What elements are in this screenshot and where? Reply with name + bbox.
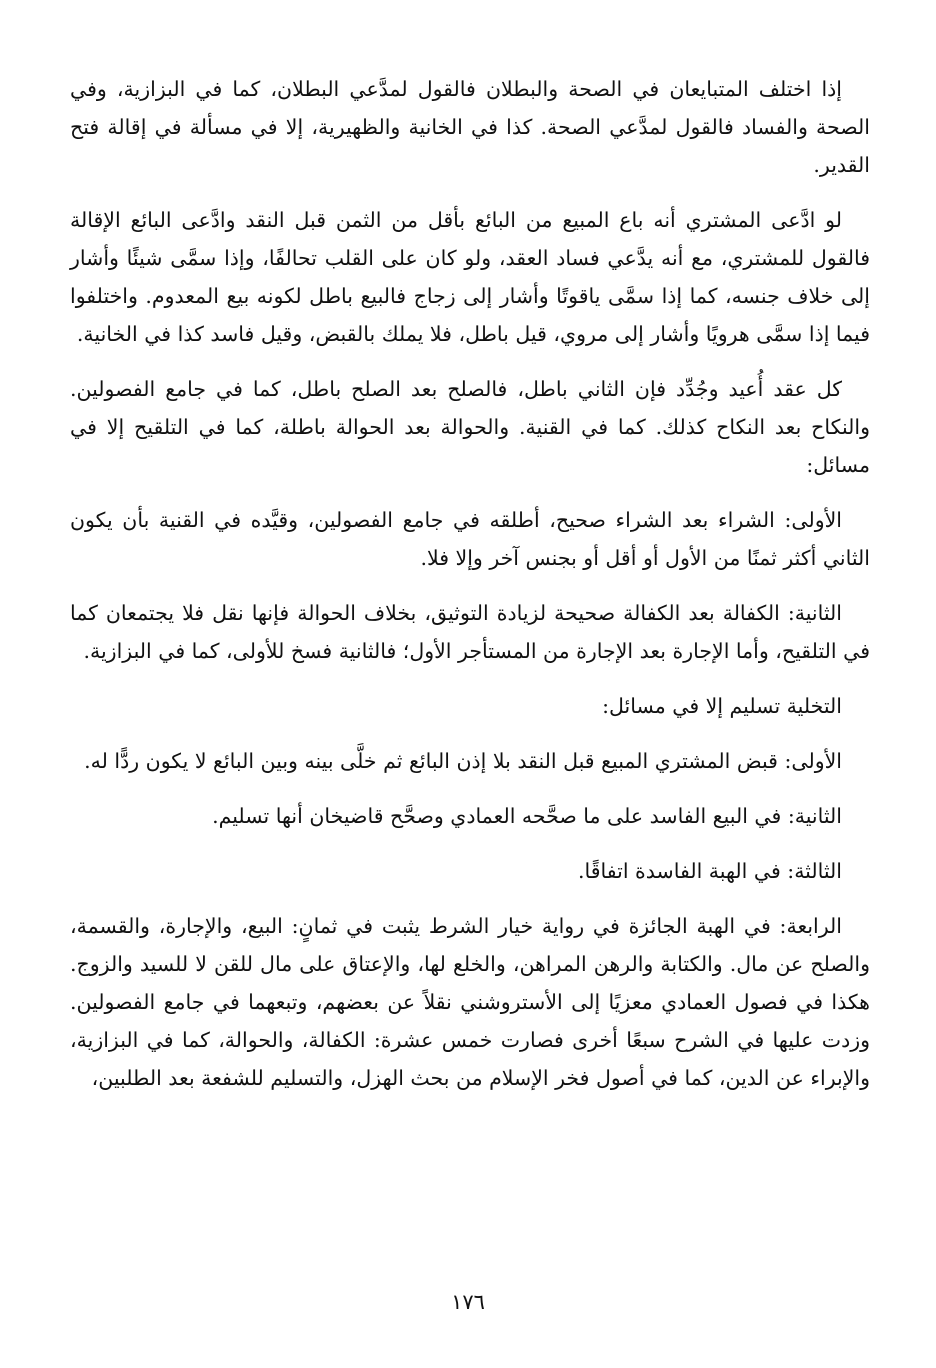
paragraph-buyer-claim: لو ادَّعى المشتري أنه باع المبيع من البائع بأقل من الثمن قبل النقد وادَّعى البائع الإقالة فالقول للمشتري، مع أنه يدَّعي فساد العقد، ولو كان على القلب تحالفًا، وإذا سمَّى شيئًا وأشار إلى خلاف جنسه، كما إذا سمَّى ياقوتًا وأشار إلى زجاج فالبيع باطل لكونه بيع المعدوم. واختلفوا فيما إذا سمَّى هرويًا وأشار إلى مروي، قيل باطل، فلا يملك بالقبض، وقيل فاسد كذا في الخانية.	[70, 208, 870, 346]
page-body	[70, 70, 870, 1114]
paragraph-renewed-contract: كل عقد أُعيد وجُدِّد فإن الثاني باطل، فالصلح بعد الصلح باطل، كما في جامع الفصولين. والنكاح بعد النكاح كذلك. كما في القنية. والحوالة بعد الحوالة باطلة، كما في التلقيح إلا في مسائل:	[70, 377, 870, 477]
page-number: ١٧٦	[451, 1290, 485, 1314]
paragraph-second-exception: الثانية: الكفالة بعد الكفالة صحيحة لزيادة التوثيق، بخلاف الحوالة فإنها نقل فلا يجتمعان كما في التلقيح، وأما الإجارة بعد الإجارة من المستأجر الأول؛ فالثانية فسخ للأولى، كما في البزازية.	[70, 601, 870, 663]
paragraph-seller-buyer-dispute: إذا اختلف المتبايعان في الصحة والبطلان فالقول لمدَّعي البطلان، كما في البزازية، وفي الصحة والفساد فالقول لمدَّعي الصحة. كذا في الخانية والظهيرية، إلا في مسألة في إقالة فتح القدير.	[70, 77, 870, 177]
paragraph-takhliya-fourth: الرابعة: في الهبة الجائزة في رواية خيار الشرط يثبت في ثمانٍ: البيع، والإجارة، والقسمة، والصلح عن مال. والكتابة والرهن المراهن، والخلع لها، والإعتاق على مال للقن لا للسيد والزوج. هكذا في فصول العمادي معزيًا إلى الأستروشني نقلاً عن بعضهم، وتبعهما في جامع الفصولين. وزدت عليها في الشرح سبعًا أخرى فصارت خمس عشرة: الكفالة، والحوالة، كما في البزازية، والإبراء عن الدين، كما في أصول فخر الإسلام من بحث الهزل، والتسليم للشفعة بعد الطلبين،	[70, 914, 870, 1090]
paragraph-first-exception: الأولى: الشراء بعد الشراء صحيح، أطلقه في جامع الفصولين، وقيَّده في القنية بأن يكون الثاني أكثر ثمنًا من الأول أو أقل أو بجنس آخر وإلا فلا.	[70, 508, 870, 570]
paragraph-takhliya-first: الأولى: قبض المشتري المبيع قبل النقد بلا إذن البائع ثم خلَّى بينه وبين البائع لا يكون ردًّا له.	[84, 749, 842, 773]
paragraph-takhliya-third: الثالثة: في الهبة الفاسدة اتفاقًا.	[577, 859, 842, 883]
paragraph-takhliya-second: الثانية: في البيع الفاسد على ما صحَّحه العمادي وصحَّح قاضيخان أنها تسليم.	[212, 804, 842, 828]
paragraph-takhliya-heading: التخلية تسليم إلا في مسائل:	[602, 694, 842, 718]
